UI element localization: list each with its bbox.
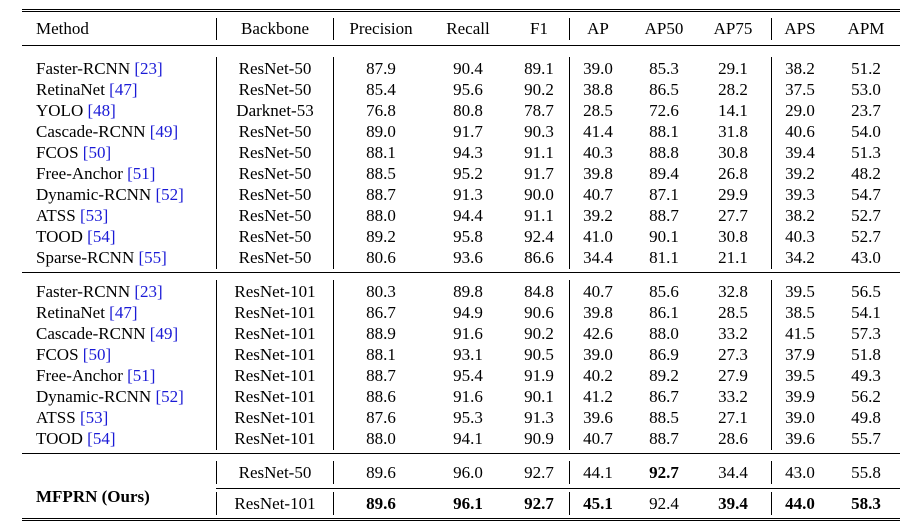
value-cell: 94.9 [453,303,483,322]
value-cell: 34.4 [718,463,748,482]
value-cell: 89.1 [524,59,554,78]
value-cell: 89.0 [366,122,396,141]
column-separator [216,280,217,450]
value-cell: 91.7 [453,122,483,141]
method-cell [36,142,111,163]
method-name: Faster-RCNN [36,59,135,78]
value-cell: 39.3 [785,185,815,204]
value-cell: 28.6 [718,429,748,448]
method-cell [36,163,155,184]
citation-link[interactable]: [54] [87,227,116,246]
method-name: Free-Anchor [36,366,128,385]
column-header: Backbone [241,19,309,38]
table-rule [22,520,900,521]
column-separator [771,492,772,515]
citation-link[interactable]: [47] [109,303,138,322]
value-cell: 87.9 [366,59,396,78]
value-cell: 39.5 [785,282,815,301]
method-cell [36,323,178,344]
value-cell: 90.1 [649,227,679,246]
value-cell: 91.3 [453,185,483,204]
value-cell: 86.9 [649,345,679,364]
column-separator [333,57,334,269]
citation-link[interactable]: [55] [138,248,167,267]
backbone-cell: ResNet-101 [234,408,316,427]
citation-link[interactable]: [23] [134,282,163,301]
method-cell [36,100,116,121]
method-cell [36,184,184,205]
value-cell: 95.6 [453,80,483,99]
backbone-cell: ResNet-50 [238,206,312,225]
value-cell: 92.7 [524,463,554,482]
table-rule [22,45,900,46]
backbone-cell: ResNet-50 [238,122,312,141]
value-cell: 51.3 [851,143,881,162]
backbone-cell: ResNet-50 [238,463,312,482]
value-cell: 89.2 [649,366,679,385]
backbone-cell: ResNet-50 [238,143,312,162]
value-cell: 40.2 [583,366,613,385]
value-cell: 95.3 [453,408,483,427]
value-cell: 80.8 [453,101,483,120]
column-separator [771,280,772,450]
method-name: Sparse-RCNN [36,248,139,267]
value-cell: 91.1 [524,143,554,162]
backbone-cell: ResNet-101 [234,429,316,448]
method-cell [36,121,178,142]
value-cell: 90.9 [524,429,554,448]
value-cell: 78.7 [524,101,554,120]
value-cell: 38.2 [785,59,815,78]
value-cell: 93.1 [453,345,483,364]
value-cell: 39.6 [785,429,815,448]
value-cell: 88.8 [649,143,679,162]
value-cell: 89.6 [366,494,396,513]
column-header: Method [36,19,89,38]
method-name: Free-Anchor [36,164,128,183]
value-cell: 80.6 [366,248,396,267]
value-cell: 87.1 [649,185,679,204]
value-cell: 39.2 [583,206,613,225]
column-separator [333,492,334,515]
column-header: AP [587,19,609,38]
value-cell: 28.5 [583,101,613,120]
value-cell: 87.6 [366,408,396,427]
value-cell: 49.8 [851,408,881,427]
value-cell: 38.8 [583,80,613,99]
value-cell: 40.7 [583,429,613,448]
value-cell: 44.1 [583,463,613,482]
value-cell: 94.3 [453,143,483,162]
method-name: FCOS [36,143,83,162]
column-separator [216,57,217,269]
value-cell: 94.4 [453,206,483,225]
value-cell: 91.6 [453,324,483,343]
column-separator [569,18,570,40]
value-cell: 94.1 [453,429,483,448]
value-cell: 91.1 [524,206,554,225]
value-cell: 33.2 [718,387,748,406]
method-cell [36,281,163,302]
citation-link[interactable]: [52] [155,185,184,204]
value-cell: 80.3 [366,282,396,301]
column-header: Recall [446,19,490,38]
column-separator [216,461,217,484]
value-cell: 92.7 [524,494,554,513]
citation-link[interactable]: [49] [149,122,179,141]
value-cell: 31.8 [718,122,748,141]
table-rule [22,11,900,12]
column-header: APS [784,19,816,38]
value-cell: 41.4 [583,122,613,141]
value-cell: 81.1 [649,248,679,267]
value-cell: 37.5 [785,80,815,99]
value-cell: 40.6 [785,122,815,141]
value-cell: 86.1 [649,303,679,322]
value-cell: 88.7 [649,429,679,448]
value-cell: 40.7 [583,185,613,204]
value-cell: 85.3 [649,59,679,78]
value-cell: 32.8 [718,282,748,301]
value-cell: 90.6 [524,303,554,322]
column-separator [333,18,334,40]
value-cell: 57.3 [851,324,881,343]
value-cell: 54.7 [851,185,881,204]
value-cell: 39.4 [718,494,748,513]
backbone-cell: ResNet-101 [234,366,316,385]
method-name: RetinaNet [36,303,110,322]
value-cell: 41.5 [785,324,815,343]
value-cell: 92.4 [649,494,679,513]
value-cell: 95.2 [453,164,483,183]
method-name: Cascade-RCNN [36,122,150,141]
value-cell: 95.8 [453,227,483,246]
value-cell: 52.7 [851,206,881,225]
backbone-cell: ResNet-101 [234,387,316,406]
value-cell: 39.0 [785,408,815,427]
value-cell: 89.8 [453,282,483,301]
method-cell [36,205,108,226]
value-cell: 90.2 [524,324,554,343]
method-name: TOOD [36,227,88,246]
value-cell: 53.0 [851,80,881,99]
citation-link[interactable]: [51] [127,164,156,183]
value-cell: 84.8 [524,282,554,301]
value-cell: 86.5 [649,80,679,99]
table-rule [22,272,900,273]
value-cell: 90.2 [524,80,554,99]
method-cell [36,344,111,365]
citation-link[interactable]: [50] [82,345,112,364]
value-cell: 27.9 [718,366,748,385]
value-cell: 28.2 [718,80,748,99]
value-cell: 38.2 [785,206,815,225]
value-cell: 39.8 [583,303,613,322]
value-cell: 27.1 [718,408,748,427]
value-cell: 34.4 [583,248,613,267]
backbone-cell: ResNet-101 [234,494,316,513]
method-cell [36,386,184,407]
value-cell: 30.8 [718,227,748,246]
method-name: Dynamic-RCNN [36,185,156,204]
value-cell: 54.0 [851,122,881,141]
backbone-cell: ResNet-101 [234,303,316,322]
value-cell: 88.0 [366,206,396,225]
value-cell: 90.1 [524,387,554,406]
value-cell: 90.0 [524,185,554,204]
value-cell: 56.5 [851,282,881,301]
value-cell: 45.1 [583,494,613,513]
value-cell: 29.1 [718,59,748,78]
backbone-cell: ResNet-101 [234,345,316,364]
value-cell: 96.1 [453,494,483,513]
column-separator [771,18,772,40]
method-cell [36,407,108,428]
value-cell: 49.3 [851,366,881,385]
column-header: AP50 [644,19,684,38]
column-separator [771,461,772,484]
column-separator [216,18,217,40]
value-cell: 55.8 [851,463,881,482]
value-cell: 90.3 [524,122,554,141]
value-cell: 89.4 [649,164,679,183]
value-cell: 56.2 [851,387,881,406]
value-cell: 44.0 [785,494,815,513]
value-cell: 41.2 [583,387,613,406]
value-cell: 88.1 [366,345,396,364]
value-cell: 88.6 [366,387,396,406]
backbone-cell: Darknet-53 [236,101,314,120]
value-cell: 88.7 [366,366,396,385]
method-cell [36,79,138,100]
backbone-cell: ResNet-50 [238,59,312,78]
value-cell: 55.7 [851,429,881,448]
method-cell [36,302,138,323]
method-cell [36,58,163,79]
column-separator [333,280,334,450]
value-cell: 51.8 [851,345,881,364]
value-cell: 88.5 [649,408,679,427]
value-cell: 40.7 [583,282,613,301]
value-cell: 88.0 [649,324,679,343]
method-name: Dynamic-RCNN [36,387,156,406]
backbone-cell: ResNet-50 [238,227,312,246]
citation-link[interactable]: [23] [134,59,163,78]
value-cell: 88.1 [649,122,679,141]
value-cell: 93.6 [453,248,483,267]
citation-link[interactable]: [53] [79,408,109,427]
value-cell: 21.1 [718,248,748,267]
method-name: RetinaNet [36,80,110,99]
value-cell: 86.6 [524,248,554,267]
method-cell [36,226,116,247]
value-cell: 58.3 [851,494,881,513]
backbone-cell: ResNet-50 [238,248,312,267]
value-cell: 91.9 [524,366,554,385]
value-cell: 29.0 [785,101,815,120]
value-cell: 88.1 [366,143,396,162]
citation-link[interactable]: [49] [149,324,179,343]
value-cell: 14.1 [718,101,748,120]
value-cell: 92.4 [524,227,554,246]
citation-link[interactable]: [48] [87,101,116,120]
citation-link[interactable]: [47] [109,80,138,99]
value-cell: 85.6 [649,282,679,301]
value-cell: 88.7 [366,185,396,204]
method-cell [36,247,167,268]
value-cell: 38.5 [785,303,815,322]
value-cell: 27.3 [718,345,748,364]
backbone-cell: ResNet-50 [238,80,312,99]
value-cell: 39.0 [583,59,613,78]
value-cell: 92.7 [649,463,679,482]
value-cell: 91.7 [524,164,554,183]
value-cell: 39.8 [583,164,613,183]
value-cell: 86.7 [649,387,679,406]
value-cell: 89.2 [366,227,396,246]
citation-link[interactable]: [52] [155,387,184,406]
value-cell: 48.2 [851,164,881,183]
value-cell: 37.9 [785,345,815,364]
column-header: AP75 [713,19,753,38]
value-cell: 95.4 [453,366,483,385]
value-cell: 54.1 [851,303,881,322]
table-rule [22,518,900,519]
value-cell: 39.0 [583,345,613,364]
backbone-cell: ResNet-50 [238,185,312,204]
method-cell [36,428,116,449]
value-cell: 86.7 [366,303,396,322]
citation-link[interactable]: [51] [127,366,156,385]
value-cell: 88.5 [366,164,396,183]
value-cell: 72.6 [649,101,679,120]
method-name: ATSS [36,408,80,427]
value-cell: 30.8 [718,143,748,162]
method-cell [36,365,155,386]
value-cell: 33.2 [718,324,748,343]
value-cell: 40.3 [785,227,815,246]
value-cell: 42.6 [583,324,613,343]
citation-link[interactable]: [54] [87,429,116,448]
table-rule [216,488,900,489]
value-cell: 90.4 [453,59,483,78]
column-separator [569,461,570,484]
value-cell: 96.0 [453,463,483,482]
column-separator [569,492,570,515]
backbone-cell: ResNet-101 [234,324,316,343]
value-cell: 43.0 [785,463,815,482]
method-name: FCOS [36,345,83,364]
value-cell: 41.0 [583,227,613,246]
column-separator [569,280,570,450]
method-cell-ours: MFPRN (Ours) [36,487,150,506]
citation-link[interactable]: [53] [79,206,109,225]
method-name: Faster-RCNN [36,282,135,301]
value-cell: 88.0 [366,429,396,448]
value-cell: 39.6 [583,408,613,427]
value-cell: 28.5 [718,303,748,322]
value-cell: 76.8 [366,101,396,120]
value-cell: 29.9 [718,185,748,204]
value-cell: 27.7 [718,206,748,225]
backbone-cell: ResNet-101 [234,282,316,301]
value-cell: 90.5 [524,345,554,364]
value-cell: 85.4 [366,80,396,99]
value-cell: 51.2 [851,59,881,78]
method-name: TOOD [36,429,88,448]
value-cell: 91.6 [453,387,483,406]
value-cell: 39.2 [785,164,815,183]
value-cell: 88.7 [649,206,679,225]
value-cell: 26.8 [718,164,748,183]
value-cell: 40.3 [583,143,613,162]
column-header: Precision [349,19,413,38]
column-header: APM [847,19,885,38]
method-name: YOLO [36,101,88,120]
backbone-cell: ResNet-50 [238,164,312,183]
value-cell: 23.7 [851,101,881,120]
method-name: Cascade-RCNN [36,324,150,343]
value-cell: 52.7 [851,227,881,246]
value-cell: 43.0 [851,248,881,267]
column-header: F1 [530,19,548,38]
column-separator [771,57,772,269]
citation-link[interactable]: [50] [82,143,112,162]
value-cell: 39.9 [785,387,815,406]
table-rule [22,453,900,454]
method-name: ATSS [36,206,80,225]
column-separator [333,461,334,484]
value-cell: 89.6 [366,463,396,482]
value-cell: 88.9 [366,324,396,343]
table-rule [22,9,900,10]
value-cell: 39.5 [785,366,815,385]
column-separator [569,57,570,269]
value-cell: 39.4 [785,143,815,162]
column-separator [216,492,217,515]
value-cell: 91.3 [524,408,554,427]
value-cell: 34.2 [785,248,815,267]
